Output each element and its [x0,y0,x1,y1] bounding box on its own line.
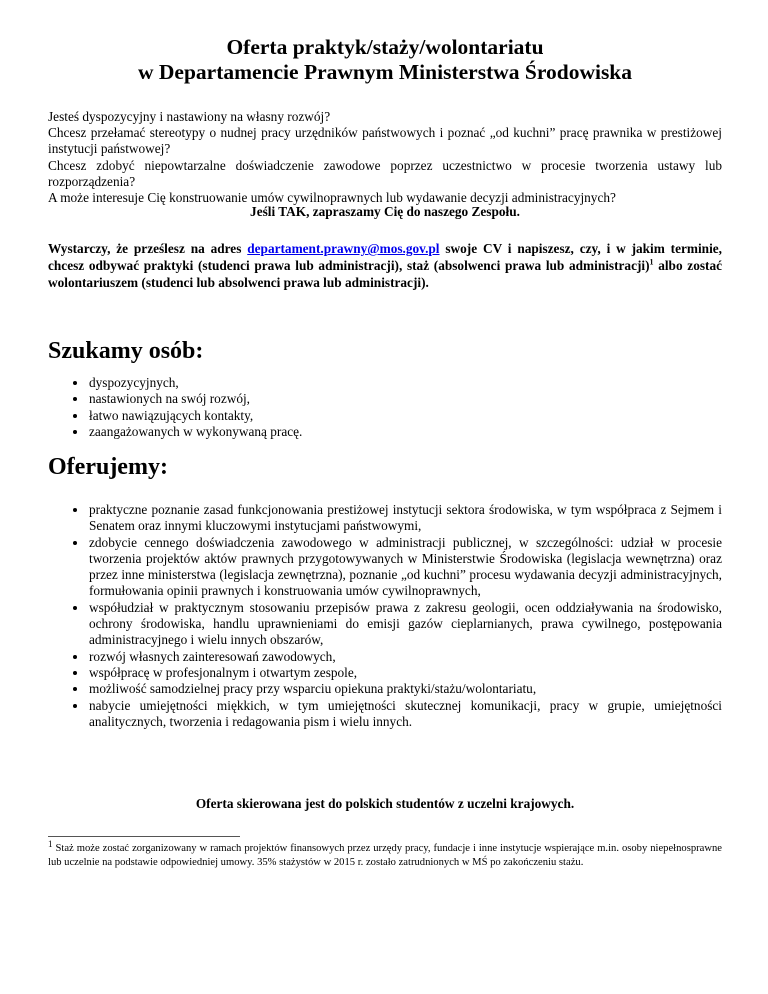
intro-line: Chcesz zdobyć niepowtarzalne doświadczenie zawodowe poprzez uczestnictwo w procesie tworzenia ustawy lub rozporządzenia? [48,157,722,189]
title-line-2: w Departamencie Prawnym Ministerstwa Środowiska [137,60,633,84]
list-item: nabycie umiejętności miękkich, w tym umiejętności skutecznej komunikacji, pracy w grupie, umiejętności analitycznych, tworzenia i redagowania pism i wielu innych. [48,698,722,731]
list-item: nastawionych na swój rozwój, [48,391,722,407]
footnote [48,839,722,869]
offer-list [48,502,722,730]
intro-paragraphs [48,109,722,206]
footnote-text: Staż może zostać zorganizowany w ramach projektów finansowych przez urzędy pracy, fundacje i inne instytucje wspierające m.in. osoby niepełnosprawne lub uczelnie na podstawie odpowiedniej umowy. 35% stażystów w 2015 r. zostało zatrudnionych w MŚ po zakończeniu stażu. [48,843,722,868]
list-item: możliwość samodzielnej pracy przy wsparciu opiekuna praktyki/stażu/wolontariatu, [48,681,722,697]
list-item: dyspozycyjnych, [48,375,722,391]
list-item: rozwój własnych zainteresowań zawodowych, [48,649,722,665]
footnote-ref[interactable]: 1 [649,257,654,267]
list-item: zdobycie cennego doświadczenia zawodowego w administracji publicznej, w szczególności: udział w procesie tworzenia projektów aktów prawnych przygotowywanych w Ministerstwie Środowiska (legislacja wewnętrzna) oraz przez inne ministerstwa (legislacja zewnętrzna), poznanie „od kuchni” procesu wydawania decyzji administracyjnych, formułowania opinii prawnych i konstruowania umów cywilnoprawnych, [48,535,722,600]
list-item: zaangażowanych w wykonywaną pracę. [48,424,722,440]
list-item: współudział w praktycznym stosowaniu przepisów prawa z zakresu geologii, ocen oddziaływania na środowisko, ochrony środowiska, handlu uprawnieniami do emisji gazów cieplarnianych, prawa cywilnego, postępowania administracyjnego i wielu innych obszarów, [48,600,722,649]
seeking-heading: Szukamy osób: [48,338,204,364]
invitation-text: Jeśli TAK, zapraszamy Cię do naszego Zespołu. [250,204,520,219]
title-line-1: Oferta praktyk/staży/wolontariatu [226,35,544,59]
list-item: współpracę w profesjonalnym i otwartym zespole, [48,665,722,681]
cta-text-end: albo zostać wolontariuszem (studenci lub absolwenci prawa lub administracji). [48,258,722,290]
list-item: praktyczne poznanie zasad funkcjonowania prestiżowej instytucji sektora środowiska, w tym współpraca z Sejmem i Senatem oraz innymi kluczowymi instytucjami państwowymi, [48,502,722,535]
call-to-action [48,240,722,291]
footnote-separator [48,836,240,837]
intro-line: A może interesuje Cię konstruowanie umów cywilnoprawnych lub wydawanie decyzji administracyjnych? [48,190,616,206]
list-item: łatwo nawiązujących kontakty, [48,408,722,424]
document-title [48,35,722,85]
offer-heading: Oferujemy: [48,454,168,480]
email-link[interactable]: departament.prawny@mos.gov.pl [247,241,440,256]
seeking-list [48,375,722,440]
footnote-number: 1 [48,839,53,849]
cta-text-before: Wystarczy, że prześlesz na adres [48,241,248,256]
intro-line: Chcesz przełamać stereotypy o nudnej pracy urzędników państwowych i poznać „od kuchni” pracę prawnika w prestiżowej instytucji państwowej? [48,125,722,157]
cta-text-after: swoje CV i napiszesz, czy, i w jakim terminie, chcesz odbywać praktyki (studenci prawa lub administracji), staż (absolwenci prawa lub administracji) [48,241,723,273]
intro-line: Jesteś dyspozycyjny i nastawiony na własny rozwój? [48,109,331,124]
closing-statement: Oferta skierowana jest do polskich studentów z uczelni krajowych. [195,796,575,811]
